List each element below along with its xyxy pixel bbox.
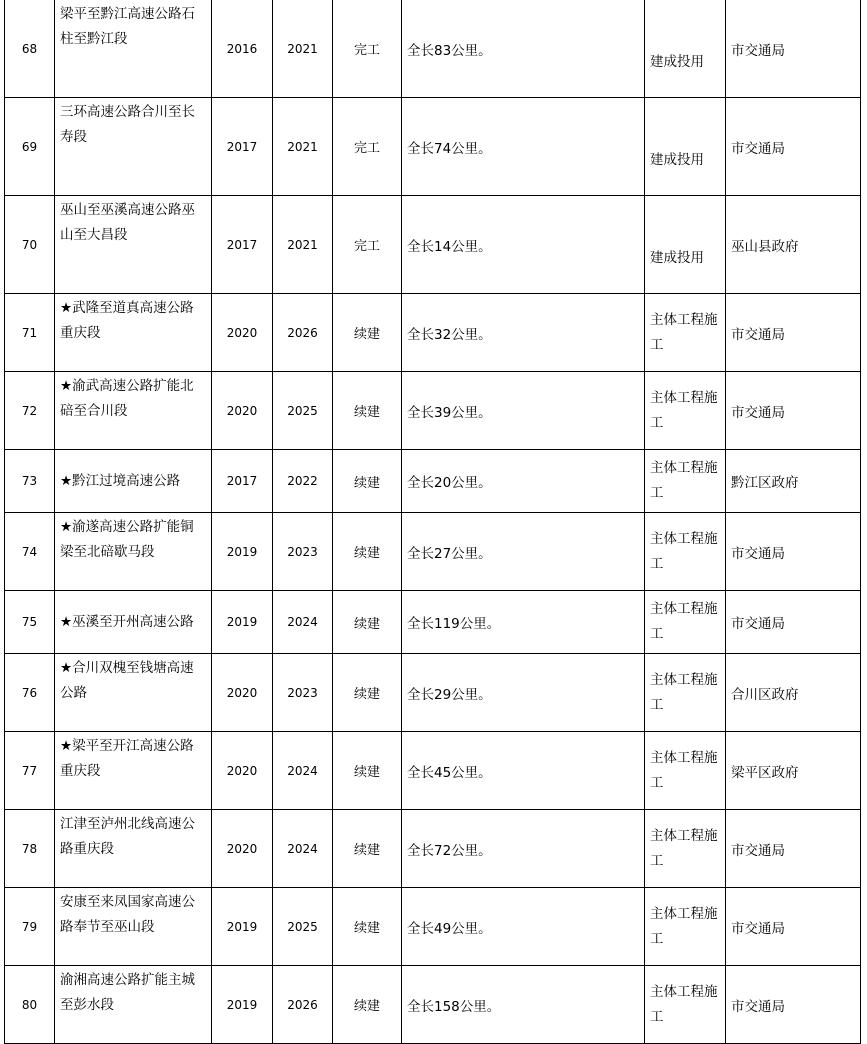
project-progress: 主体工程施工 xyxy=(645,732,726,810)
start-year: 2020 xyxy=(212,294,273,372)
project-progress: 主体工程施工 xyxy=(645,654,726,732)
project-progress: 主体工程施工 xyxy=(645,888,726,966)
row-number: 71 xyxy=(5,294,55,372)
responsible-unit: 梁平区政府 xyxy=(726,732,861,810)
start-year: 2017 xyxy=(212,450,273,513)
row-number: 80 xyxy=(5,966,55,1044)
project-status: 续建 xyxy=(333,888,402,966)
end-year: 2024 xyxy=(273,591,333,654)
project-status: 完工 xyxy=(333,196,402,294)
end-year: 2024 xyxy=(273,732,333,810)
end-year: 2026 xyxy=(273,294,333,372)
start-year: 2020 xyxy=(212,732,273,810)
project-status: 续建 xyxy=(333,654,402,732)
row-number: 73 xyxy=(5,450,55,513)
row-number: 76 xyxy=(5,654,55,732)
end-year: 2025 xyxy=(273,888,333,966)
row-number: 72 xyxy=(5,372,55,450)
project-progress: 建成投用 xyxy=(645,196,726,294)
table-row xyxy=(5,732,861,810)
project-status: 续建 xyxy=(333,966,402,1044)
project-progress: 主体工程施工 xyxy=(645,372,726,450)
end-year: 2023 xyxy=(273,513,333,591)
project-scale: 全长45公里。 xyxy=(402,732,645,810)
responsible-unit: 市交通局 xyxy=(726,294,861,372)
project-progress: 主体工程施工 xyxy=(645,294,726,372)
project-progress: 主体工程施工 xyxy=(645,810,726,888)
project-scale: 全长72公里。 xyxy=(402,810,645,888)
project-progress: 建成投用 xyxy=(645,0,726,98)
table-row xyxy=(5,196,861,294)
table-row xyxy=(5,513,861,591)
responsible-unit: 巫山县政府 xyxy=(726,196,861,294)
project-status: 续建 xyxy=(333,450,402,513)
row-number: 77 xyxy=(5,732,55,810)
table-row xyxy=(5,591,861,654)
end-year: 2021 xyxy=(273,98,333,196)
project-scale: 全长49公里。 xyxy=(402,888,645,966)
row-number: 78 xyxy=(5,810,55,888)
table-row xyxy=(5,966,861,1044)
project-name: 渝湘高速公路扩能主城至彭水段 xyxy=(55,966,212,1044)
project-scale: 全长74公里。 xyxy=(402,98,645,196)
end-year: 2021 xyxy=(273,196,333,294)
project-table-container xyxy=(4,0,860,1044)
project-name: 江津至泸州北线高速公路重庆段 xyxy=(55,810,212,888)
end-year: 2023 xyxy=(273,654,333,732)
responsible-unit: 市交通局 xyxy=(726,372,861,450)
start-year: 2020 xyxy=(212,654,273,732)
project-name: 巫山至巫溪高速公路巫山至大昌段 xyxy=(55,196,212,294)
project-scale: 全长158公里。 xyxy=(402,966,645,1044)
responsible-unit: 市交通局 xyxy=(726,591,861,654)
project-scale: 全长32公里。 xyxy=(402,294,645,372)
end-year: 2022 xyxy=(273,450,333,513)
table-row xyxy=(5,654,861,732)
project-status: 续建 xyxy=(333,732,402,810)
project-name: ★梁平至开江高速公路重庆段 xyxy=(55,732,212,810)
start-year: 2017 xyxy=(212,196,273,294)
responsible-unit: 市交通局 xyxy=(726,888,861,966)
project-name: ★渝武高速公路扩能北碚至合川段 xyxy=(55,372,212,450)
project-status: 续建 xyxy=(333,513,402,591)
project-status: 完工 xyxy=(333,98,402,196)
start-year: 2019 xyxy=(212,888,273,966)
start-year: 2020 xyxy=(212,372,273,450)
row-number: 79 xyxy=(5,888,55,966)
table-row xyxy=(5,372,861,450)
table-row xyxy=(5,98,861,196)
responsible-unit: 合川区政府 xyxy=(726,654,861,732)
project-scale: 全长20公里。 xyxy=(402,450,645,513)
table-row xyxy=(5,810,861,888)
row-number: 70 xyxy=(5,196,55,294)
project-progress: 主体工程施工 xyxy=(645,591,726,654)
project-scale: 全长14公里。 xyxy=(402,196,645,294)
project-table xyxy=(4,0,861,1044)
responsible-unit: 黔江区政府 xyxy=(726,450,861,513)
end-year: 2025 xyxy=(273,372,333,450)
project-scale: 全长83公里。 xyxy=(402,0,645,98)
table-row xyxy=(5,294,861,372)
project-progress: 建成投用 xyxy=(645,98,726,196)
start-year: 2017 xyxy=(212,98,273,196)
start-year: 2020 xyxy=(212,810,273,888)
project-scale: 全长27公里。 xyxy=(402,513,645,591)
end-year: 2024 xyxy=(273,810,333,888)
project-progress: 主体工程施工 xyxy=(645,513,726,591)
responsible-unit: 市交通局 xyxy=(726,98,861,196)
start-year: 2019 xyxy=(212,513,273,591)
row-number: 68 xyxy=(5,0,55,98)
responsible-unit: 市交通局 xyxy=(726,513,861,591)
table-row xyxy=(5,888,861,966)
start-year: 2019 xyxy=(212,591,273,654)
responsible-unit: 市交通局 xyxy=(726,966,861,1044)
project-status: 完工 xyxy=(333,0,402,98)
end-year: 2021 xyxy=(273,0,333,98)
table-row xyxy=(5,450,861,513)
project-name: ★巫溪至开州高速公路 xyxy=(55,591,212,654)
table-row xyxy=(5,0,861,98)
project-scale: 全长29公里。 xyxy=(402,654,645,732)
project-scale: 全长119公里。 xyxy=(402,591,645,654)
project-status: 续建 xyxy=(333,294,402,372)
project-progress: 主体工程施工 xyxy=(645,966,726,1044)
project-progress: 主体工程施工 xyxy=(645,450,726,513)
project-name: ★渝遂高速公路扩能铜梁至北碚歇马段 xyxy=(55,513,212,591)
project-name: ★武隆至道真高速公路重庆段 xyxy=(55,294,212,372)
start-year: 2019 xyxy=(212,966,273,1044)
project-name: 梁平至黔江高速公路石柱至黔江段 xyxy=(55,0,212,98)
project-scale: 全长39公里。 xyxy=(402,372,645,450)
project-name: ★合川双槐至钱塘高速公路 xyxy=(55,654,212,732)
end-year: 2026 xyxy=(273,966,333,1044)
row-number: 74 xyxy=(5,513,55,591)
row-number: 69 xyxy=(5,98,55,196)
responsible-unit: 市交通局 xyxy=(726,810,861,888)
project-status: 续建 xyxy=(333,591,402,654)
project-name: ★黔江过境高速公路 xyxy=(55,450,212,513)
project-status: 续建 xyxy=(333,372,402,450)
project-name: 安康至来凤国家高速公路奉节至巫山段 xyxy=(55,888,212,966)
row-number: 75 xyxy=(5,591,55,654)
project-status: 续建 xyxy=(333,810,402,888)
responsible-unit: 市交通局 xyxy=(726,0,861,98)
start-year: 2016 xyxy=(212,0,273,98)
project-name: 三环高速公路合川至长寿段 xyxy=(55,98,212,196)
